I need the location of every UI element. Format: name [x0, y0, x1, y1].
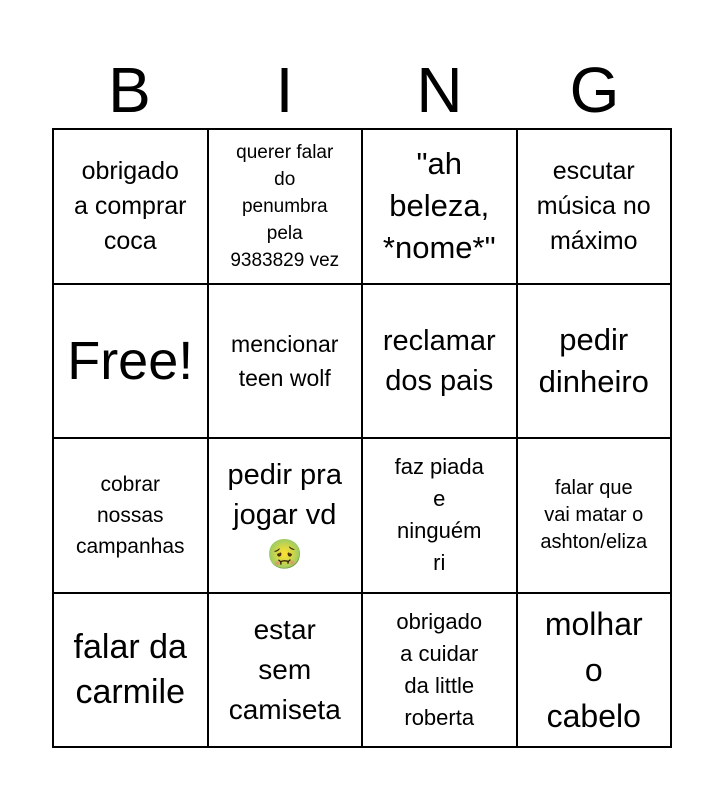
- bingo-cell[interactable]: [363, 594, 518, 749]
- header-letter-n: N: [416, 54, 463, 126]
- cell-text: faz piada e ninguém ri: [394, 454, 484, 576]
- cell-text: "ah beleza, *nome*": [382, 146, 496, 266]
- free-cell[interactable]: [54, 285, 209, 440]
- cell-text: reclamar dos pais: [382, 324, 496, 397]
- bingo-cell[interactable]: [54, 594, 209, 749]
- bingo-cell[interactable]: [209, 130, 364, 285]
- cell-text: falar que vai matar o ashton/eliza: [540, 476, 648, 553]
- bingo-cell[interactable]: [363, 439, 518, 594]
- bingo-cell[interactable]: [518, 285, 673, 440]
- cell-text: obrigado a comprar coca: [73, 156, 187, 255]
- bingo-cell[interactable]: [518, 130, 673, 285]
- bingo-cell[interactable]: [54, 439, 209, 594]
- bingo-cell[interactable]: [363, 285, 518, 440]
- cell-text: estar sem camiseta: [228, 613, 341, 725]
- cell-text: mencionar teen wolf: [231, 330, 339, 391]
- cell-text: cobrar nossas campanhas: [75, 472, 185, 558]
- cell-text: falar da carmile: [73, 627, 187, 711]
- cell-text: Free!: [67, 330, 194, 391]
- cell-text: pedir pra jogar vd 🤢: [227, 459, 342, 572]
- header-letter-g: G: [569, 54, 620, 126]
- header-letter-i: I: [275, 54, 294, 126]
- cell-text: querer falar do penumbra pela 9383829 vez: [230, 141, 340, 271]
- bingo-board: [52, 128, 672, 748]
- cell-text: molhar o cabelo: [544, 605, 643, 734]
- bingo-header: [52, 52, 672, 128]
- bingo-cell[interactable]: [209, 439, 364, 594]
- header-letter-b: B: [108, 54, 151, 126]
- cell-text: obrigado a cuidar da little roberta: [396, 608, 483, 730]
- cell-text: pedir dinheiro: [538, 321, 649, 399]
- bingo-cell[interactable]: [518, 594, 673, 749]
- bingo-cell[interactable]: [518, 439, 673, 594]
- bingo-cell[interactable]: [363, 130, 518, 285]
- cell-text: escutar música no máximo: [536, 156, 651, 255]
- bingo-cell[interactable]: [209, 285, 364, 440]
- bingo-cell[interactable]: [209, 594, 364, 749]
- bingo-cell[interactable]: [54, 130, 209, 285]
